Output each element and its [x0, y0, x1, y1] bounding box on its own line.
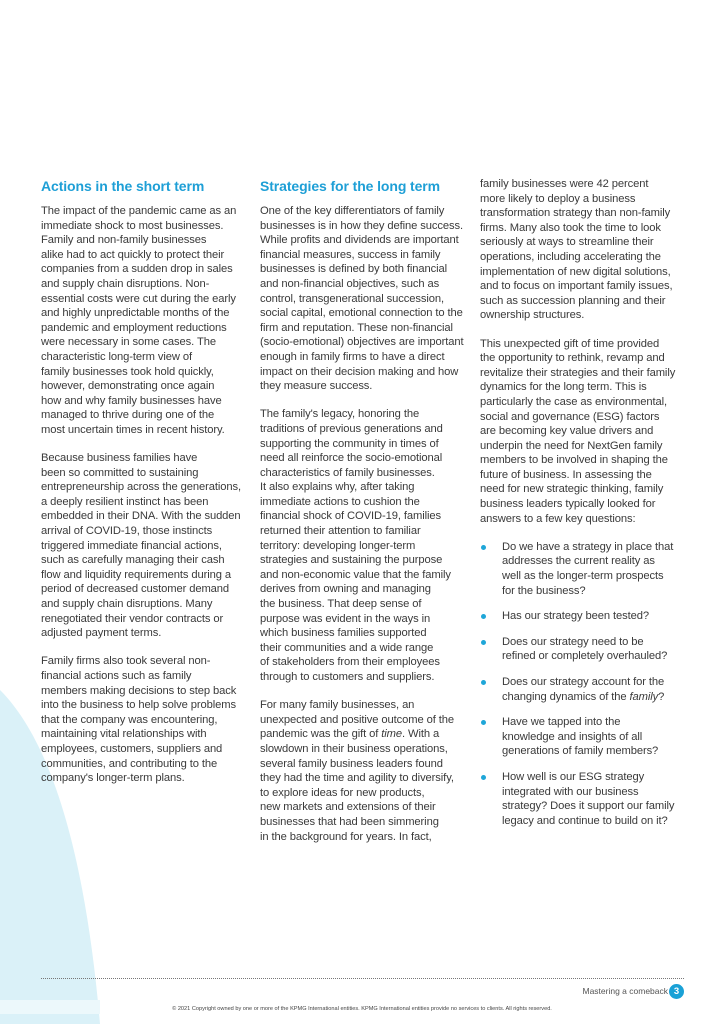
- list-item-text: ?: [658, 690, 665, 703]
- paragraph: One of the key differentiators of family businesses is in how they define success. While profits and dividends are important financial measures, success in family businesses is defined by both financial and non-financial objectives, such as control, transgenerational succession, social capital, emotional connection to the firm and reputation. These non-financial (socio-emotional) objectives are important enough in family firms to have a direct impact on their decision making and how they measure success.: [260, 205, 464, 393]
- running-title: Mastering a comeback: [582, 986, 668, 996]
- list-item: [480, 635, 695, 664]
- footer-divider: [41, 978, 684, 979]
- page-number: 3: [669, 984, 684, 999]
- list-item: [480, 715, 695, 759]
- list-item: [480, 770, 695, 828]
- list-item: [480, 609, 695, 624]
- decorative-band: [0, 1000, 100, 1014]
- paragraph: family businesses were 42 percent more likely to deploy a business transformation strategy than non-family firms. Many also took the time to look seriously at ways to streamline their operations, including accelerating the implementation of new digital solutions, and to focus on important family issues, such as succession planning and their ownership structures.: [480, 178, 673, 322]
- bullet-icon: [481, 545, 486, 550]
- heading-long-term: Strategies for the long term: [260, 178, 441, 194]
- paragraph: Because business families have been so committed to sustaining entrepreneurship across the generations, a deeply resilient instinct has been embedded in their DNA. With the sudden arrival of COVID-19, those instincts triggered immediate financial actions, such as carefully managing their cash flow and liquidity requirements during a period of decreased customer demand and supply chain disruptions. Many renegotiated their vendor contracts or adjusted payment terms.: [41, 452, 241, 640]
- list-item-text: Do we have a strategy in place that addresses the current reality as well as the longer-term prospects for the business?: [502, 540, 674, 597]
- emphasis: family: [629, 690, 659, 703]
- list-item-text: Have we tapped into the knowledge and insights of all generations of family members?: [502, 716, 659, 758]
- text: For many family businesses, an unexpected and positive outcome of the pandemic was the gift of: [260, 699, 454, 741]
- list-item-text: Does our strategy account for the changing dynamics of the: [502, 676, 665, 703]
- list-item-text: Has our strategy been tested?: [502, 610, 649, 623]
- paragraph: Family firms also took several non- financial actions such as family members making decisions to step back into the business to help solve problems that the company was encountering, maintaining vital relationships with employees, customers, suppliers and communities, and contributing to the company's longer-term plans.: [41, 655, 237, 785]
- bullet-icon: [481, 640, 486, 645]
- list-item-text: How well is our ESG strategy integrated with our business strategy? Does it support our family legacy and continue to build on it?: [502, 770, 675, 827]
- paragraph: [260, 698, 475, 844]
- bullet-icon: [481, 614, 486, 619]
- bullet-icon: [481, 680, 486, 685]
- paragraph: The impact of the pandemic came as an immediate shock to most businesses. Family and non-family businesses alike had to act quickly to protect their companies from a sudden drop in sales and supply chain disruptions. Non- essential costs were cut during the early and highly unpredictable months of the pandemic and employment reductions were necessary in some cases. The characteristic long-term view of family businesses took hold quickly, however, demonstrating once again how and why family businesses have managed to thrive during one of the most uncertain times in recent history.: [41, 205, 237, 436]
- emphasis: time: [381, 728, 403, 741]
- paragraph: The family's legacy, honoring the traditions of previous generations and supporting the community in times of need all reinforce the socio-emotional characteristics of family businesses. It also explains why, after taking immediate actions to cushion the financial shock of COVID-19, families returned their attention to familiar territory: developing longer-term strategies and sustaining the purpose and non-economic value that the family derives from owning and managing the business. That deep sense of purpose was evident in the ways in which business families supported their communities and a wide range of stakeholders from their employees through to customers and suppliers.: [260, 408, 451, 683]
- paragraph: This unexpected gift of time provided the opportunity to rethink, revamp and revitalize their strategies and their family dynamics for the long term. This is particularly the case as environmental, social and governance (ESG) factors are becoming key value drivers and underpin the need for NextGen family members to be involved in shaping the future of business. In assessing the need for new strategic thinking, family business leaders typically looked for answers to a few key questions:: [480, 337, 676, 525]
- bullet-icon: [481, 775, 486, 780]
- copyright: © 2021 Copyright owned by one or more of the KPMG International entities. KPMG International entities provide no services to clients. All rights reserved.: [172, 1006, 552, 1012]
- bullet-icon: [481, 720, 486, 725]
- questions-list: [480, 540, 695, 829]
- text: . With a slowdown in their business operations, several family business leaders found they had the time and agility to diversify, to explore ideas for new products, new markets and extensions of their businesses that had been simmering in the background for years. In fact,: [260, 728, 454, 843]
- list-item-text: Does our strategy need to be refined or completely overhauled?: [502, 635, 668, 663]
- list-item: [480, 540, 695, 598]
- heading-short-term: Actions in the short term: [41, 178, 205, 194]
- list-item: [480, 675, 695, 704]
